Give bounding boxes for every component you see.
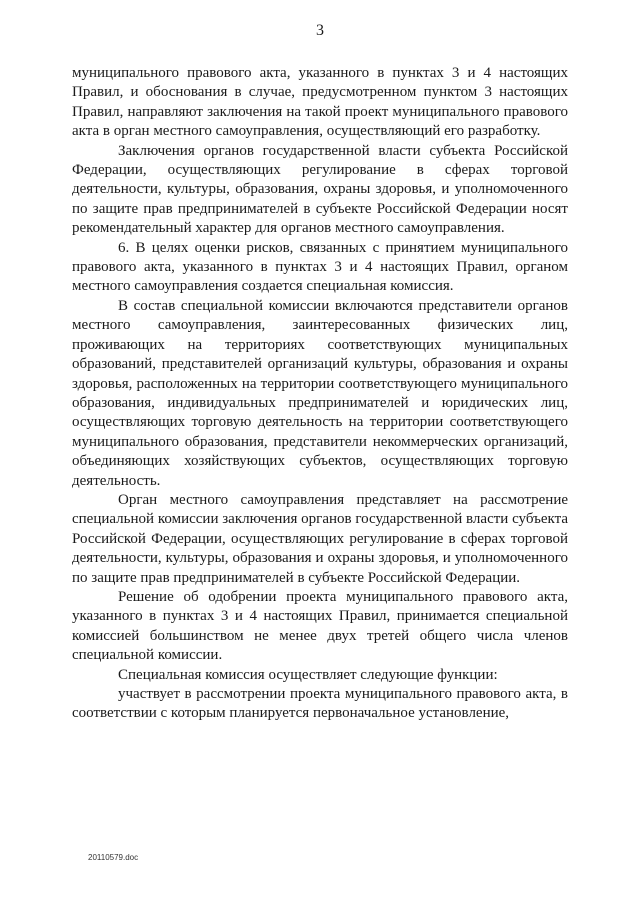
document-body — [72, 64, 568, 724]
paragraph-function-1: участвует в рассмотрении проекта муниципального правового акта, в соответствии с которым планируется первоначальное установление, — [72, 686, 568, 722]
page-number: 3 — [316, 22, 324, 39]
paragraph-continuation: муниципального правового акта, указанного в пунктах 3 и 4 настоящих Правил, и обоснования в случае, предусмотренном пунктом 3 настоящих Правил, направляют заключения на такой проект муниципального правового акта в орган местного самоуправления, осуществляющий его разработку. — [72, 65, 568, 140]
footer-filename: 20110579.doc — [88, 853, 139, 862]
paragraph-conclusions: Заключения органов государственной власти субъекта Российской Федерации, осуществляющих регулирование в сферах торговой деятельности, культуры, образования, охраны здоровья, и уполномоченного по защите прав предпринимателей в субъекте Российской Федерации носят рекомендательный характер для органов местного самоуправления. — [72, 142, 568, 237]
paragraph-submission: Орган местного самоуправления представляет на рассмотрение специальной комиссии заключения органов государственной власти субъекта Российской Федерации, осуществляющих регулирование в сферах торговой деятельности, культуры, образования и охраны здоровья, и уполномоченного по защите прав предпринимателей в субъекте Российской Федерации. — [72, 491, 568, 586]
paragraph-approval-decision: Решение об одобрении проекта муниципального правового акта, указанного в пунктах 3 и 4 настоящих Правил, принимается специальной комиссией большинством не менее двух третей общего числа членов специальной комиссии. — [72, 588, 568, 664]
paragraph-functions-heading: Специальная комиссия осуществляет следующие функции: — [118, 666, 498, 683]
paragraph-commission-members: В состав специальной комиссии включаются представители органов местного самоуправления, заинтересованных физических лиц, проживающих на территориях соответствующих муниципальных образований, представителей организаций культуры, образования и охраны здоровья, расположенных на территории соответствующего муниципального образования, индивидуальных предпринимателей и юридических лиц, осуществляющих торговую деятельность на территории соответствующего муниципального образования, представители некоммерческих организаций, объединяющих хозяйствующих субъектов, осуществляющих торговую деятельность. — [72, 297, 568, 489]
paragraph-item-6: 6. В целях оценки рисков, связанных с принятием муниципального правового акта, указанного в пунктах 3 и 4 настоящих Правил, органом местного самоуправления создается специальная комиссия. — [72, 239, 568, 295]
